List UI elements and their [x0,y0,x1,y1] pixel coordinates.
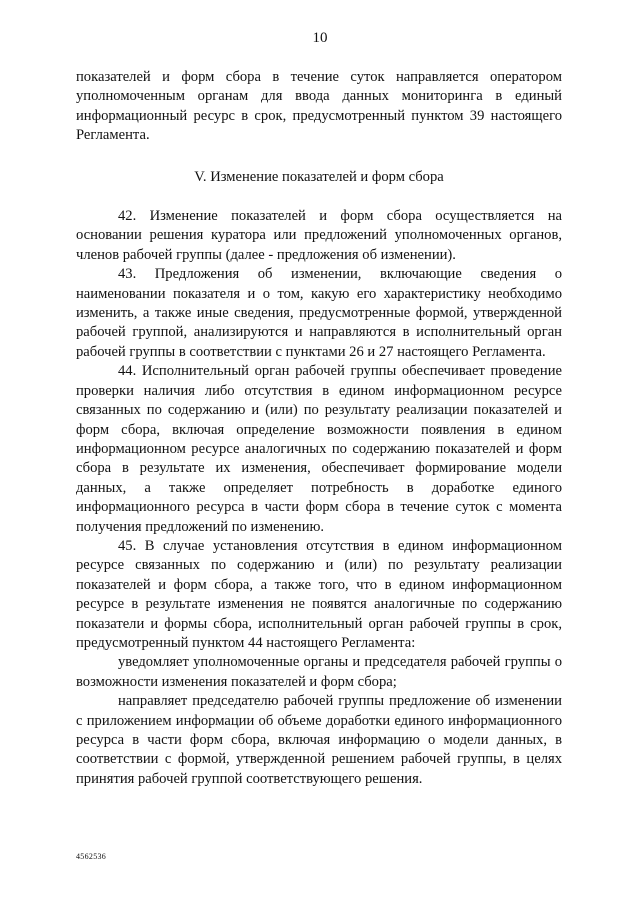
paragraph-42: 42. Изменение показателей и форм сбора осуществляется на основании решения куратора или предложений уполномоченных органов, членов рабочей группы (далее - предложения об изменении). [76,208,562,263]
paragraph-continuation: показателей и форм сбора в течение суток направляется оператором уполномоченным органам для ввода данных мониторинга в единый информационный ресурс в срок, предусмотренный пунктом 39 настоящего Регламента. [76,69,562,144]
paragraph-44: 44. Исполнительный орган рабочей группы обеспечивает проведение проверки наличия либо отсутствия в едином информационном ресурсе связанных по содержанию и (или) по результату реализации показателей и форм сбора, включая определение возможности появления в едином информационном ресурсе аналогичных по содержанию показателей и форм сбора в результате их изменения, обеспечивает формирование модели данных, а также определяет потребность в доработке единого информационного ресурса в части форм сбора в течение суток с момента получения предложений по изменению. [76,363,562,535]
document-body [76,68,562,789]
page-number: 10 [312,30,328,46]
paragraph-45: 45. В случае установления отсутствия в едином информационном ресурсе связанных по содержанию и (или) по результату реализации показателей и форм сбора, а также того, что в едином информационном ресурсе в результате изменения не появятся аналогичные по содержанию показатели и формы сбора, исполнительный орган рабочей группы в срок, предусмотренный пунктом 44 настоящего Регламента: [76,537,562,651]
section-heading: V. Изменение показателей и форм сбора [194,168,444,185]
paragraph-45-notify: уведомляет уполномоченные органы и председателя рабочей группы о возможности изменения показателей и форм сбора; [76,654,562,690]
document-code: 4562536 [76,852,107,861]
paragraph-43: 43. Предложения об изменении, включающие сведения о наименовании показателя и о том, какую его характеристику необходимо изменить, а также иные сведения, предусмотренные формой, утвержденной рабочей группой, анализируются и направляются в исполнительный орган рабочей группы в соответствии с пунктами 26 и 27 настоящего Регламента. [76,266,562,360]
paragraph-45-submit: направляет председателю рабочей группы предложение об изменении с приложением информации об объеме доработки единого информационного ресурса в части форм сбора, включая информацию о модели данных, в соответствии с формой, утвержденной решением рабочей группы, в целях принятия рабочей группой соответствующего решения. [76,693,562,787]
